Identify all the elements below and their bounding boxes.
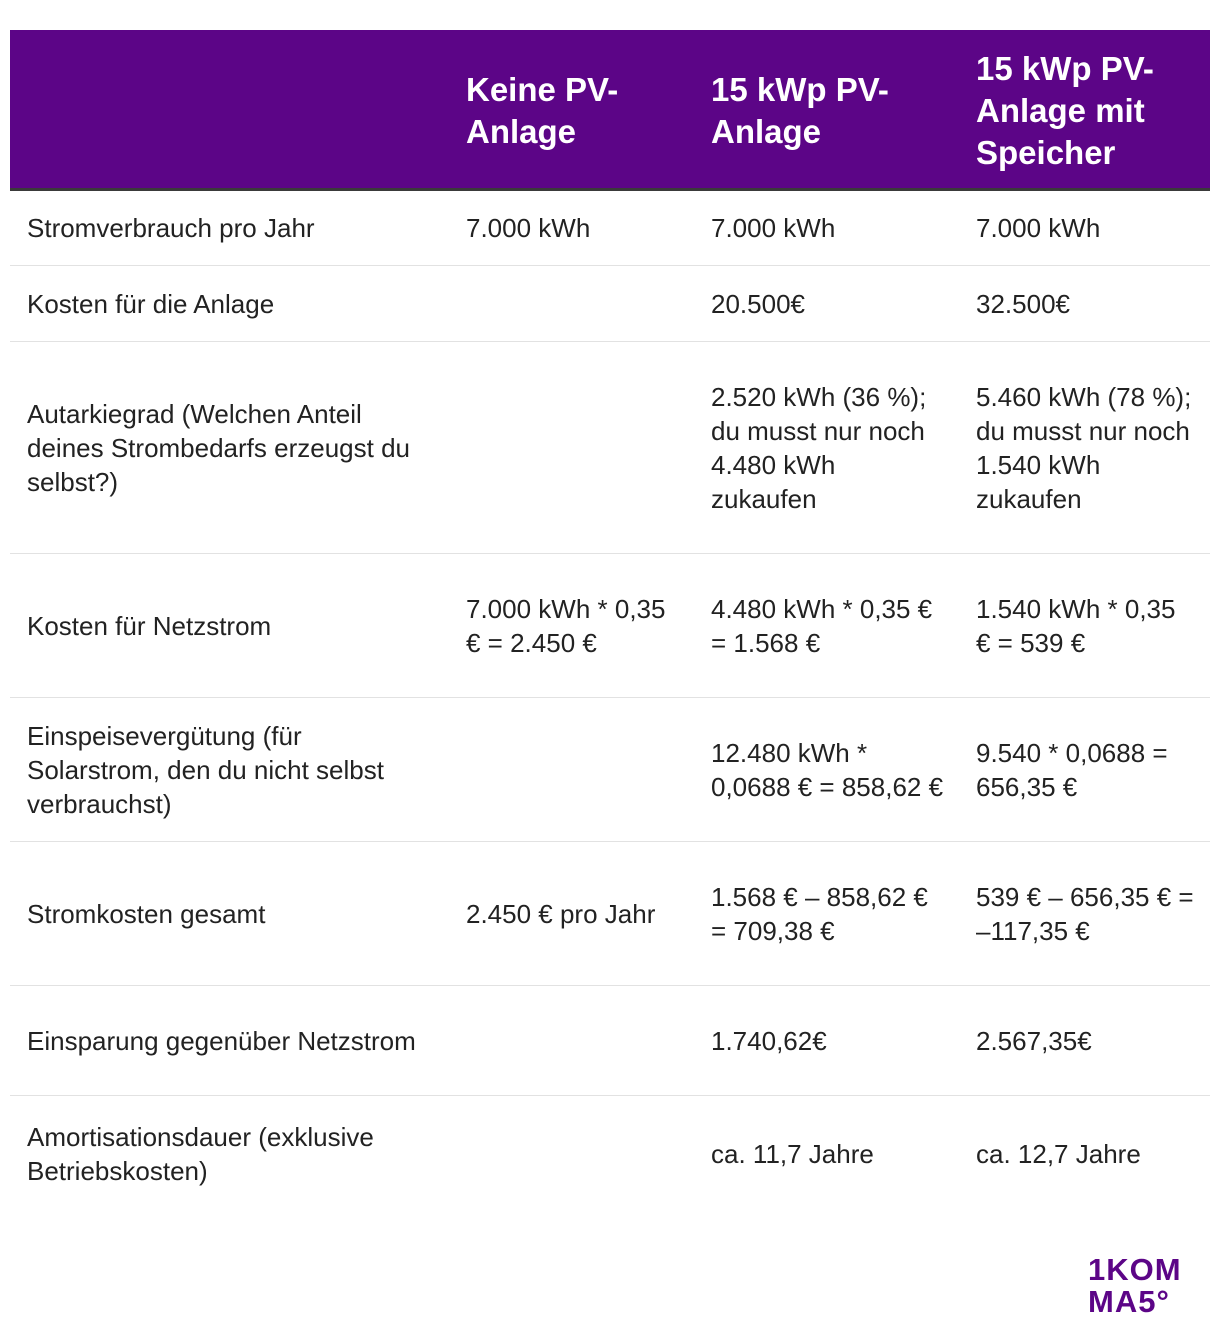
logo-line-1: 1KOM [1088,1252,1182,1287]
cell-pv-storage: 32.500€ [960,266,1210,342]
cell-no-pv [450,986,695,1096]
row-label: Autarkiegrad (Welchen Anteil deines Strombedarfs erzeugst du selbst?) [10,342,450,554]
cell-pv: 2.520 kWh (36 %); du musst nur noch 4.480 kWh zukaufen [695,342,960,554]
row-label: Kosten für Netzstrom [10,554,450,698]
row-label: Stromverbrauch pro Jahr [10,190,450,266]
table-row-savings [10,986,1210,1096]
cell-pv: 1.740,62€ [695,986,960,1096]
cell-pv: 20.500€ [695,266,960,342]
header-pv-15kwp: 15 kWp PV-Anlage [711,71,889,150]
cell-pv-storage: 2.567,35€ [960,986,1210,1096]
row-label: Einspeisevergütung (für Solarstrom, den du nicht selbst verbrauchst) [10,698,450,842]
cell-pv-storage: 7.000 kWh [960,190,1210,266]
table-row-grid-cost [10,554,1210,698]
cell-pv: 4.480 kWh * 0,35 € = 1.568 € [695,554,960,698]
table-row-total-cost [10,842,1210,986]
comparison-table-container [10,30,1210,1212]
cell-pv: 12.480 kWh * 0,0688 € = 858,62 € [695,698,960,842]
row-label: Kosten für die Anlage [10,266,450,342]
cell-pv-storage: 539 € – 656,35 € = –117,35 € [960,842,1210,986]
cell-pv-storage: 9.540 * 0,0688 = 656,35 € [960,698,1210,842]
cell-no-pv: 7.000 kWh * 0,35 € = 2.450 € [450,554,695,698]
cell-no-pv [450,698,695,842]
table-row-consumption [10,190,1210,266]
logo-line-2: MA5° [1088,1284,1170,1319]
header-pv-15kwp-storage: 15 kWp PV-Anlage mit Speicher [976,50,1154,171]
brand-logo [1088,1254,1203,1322]
table-row-system-cost [10,266,1210,342]
header-no-pv: Keine PV-Anlage [466,71,619,150]
cell-no-pv [450,342,695,554]
row-label: Amortisationsdauer (exklusive Betriebskosten) [27,1121,374,1186]
cell-no-pv: 2.450 € pro Jahr [450,842,695,986]
cell-pv-storage: 1.540 kWh * 0,35 € = 539 € [960,554,1210,698]
table-row-feed-in [10,698,1210,842]
row-label: Einsparung gegenüber Netzstrom [10,986,450,1096]
table-row-autarky [10,342,1210,554]
cell-pv: ca. 11,7 Jahre [711,1138,874,1169]
cell-pv: 7.000 kWh [695,190,960,266]
pv-comparison-table [10,30,1210,1212]
cell-pv: 1.568 € – 858,62 € = 709,38 € [695,842,960,986]
cell-no-pv [450,1096,695,1212]
table-row-payback [10,1096,1210,1212]
header-empty [10,30,450,190]
row-label: Stromkosten gesamt [10,842,450,986]
cell-no-pv: 7.000 kWh [450,190,695,266]
cell-no-pv [450,266,695,342]
table-header-row [10,30,1210,190]
cell-pv-storage: ca. 12,7 Jahre [976,1138,1141,1169]
cell-pv-storage: 5.460 kWh (78 %); du musst nur noch 1.540 kWh zukaufen [960,342,1210,554]
